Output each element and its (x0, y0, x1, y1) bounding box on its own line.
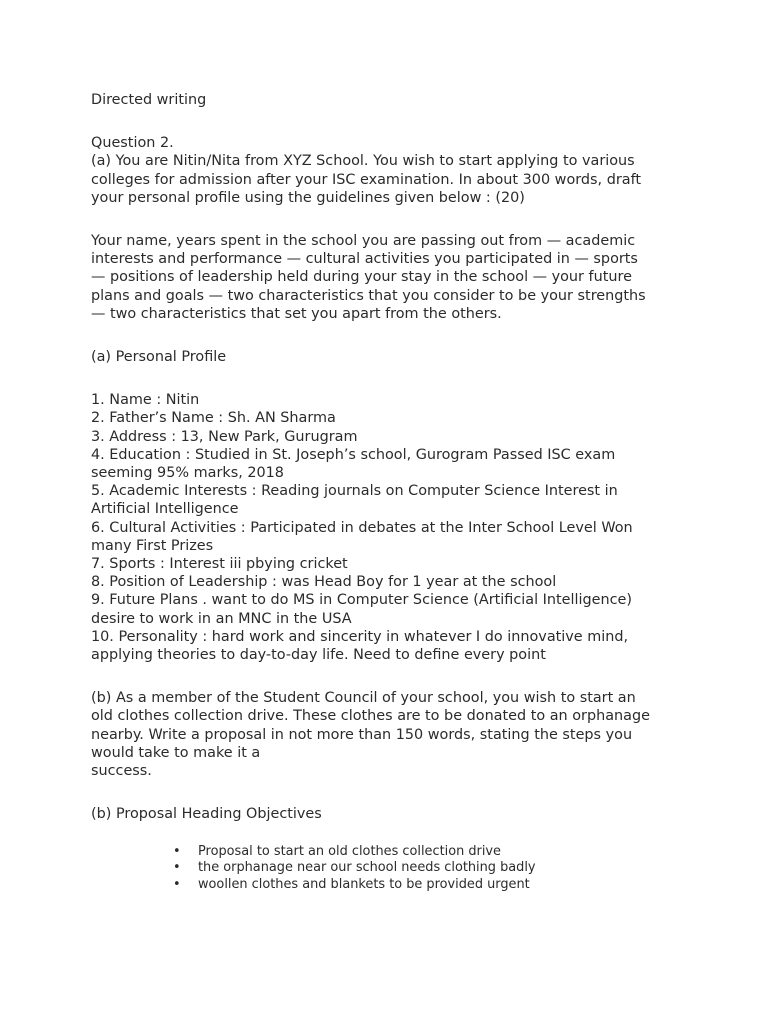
list-item (173, 844, 688, 861)
part-b-line: nearby. Write a proposal in not more than 150 words, stating the steps you (91, 726, 633, 743)
objective-text: Proposal to start an old clothes collection drive (198, 843, 501, 859)
profile-line: 8. Position of Leadership : was Head Boy for 1 year at the school (91, 574, 557, 591)
guideline-line: plans and goals — two characteristics that you consider to be your strengths (91, 287, 646, 304)
profile-list (91, 391, 688, 664)
profile-line: 4. Education : Studied in St. Joseph’s school, Gurogram Passed ISC exam (91, 446, 616, 463)
part-b-line: success. (91, 763, 152, 780)
profile-line: 2. Father’s Name : Sh. AN Sharma (91, 410, 336, 427)
part-b-line: old clothes collection drive. These clothes are to be donated to an orphanage (91, 708, 650, 725)
guideline-line: Your name, years spent in the school you are passing out from — academic (91, 233, 636, 250)
guideline-line: — positions of leadership held during your stay in the school — your future (91, 269, 632, 286)
list-item (173, 877, 688, 894)
heading-text: (b) Proposal Heading Objectives (91, 806, 322, 823)
part-b-paragraph (91, 689, 688, 780)
profile-line: 1. Name : Nitin (91, 392, 200, 409)
profile-line: applying theories to day-to-day life. Need to define every point (91, 647, 546, 664)
question-block (91, 134, 688, 207)
proposal-heading (91, 805, 688, 823)
guideline-line: interests and performance — cultural activities you participated in — sports (91, 251, 638, 268)
part-b-line: would take to make it a (91, 744, 261, 761)
profile-line: Artificial Intelligence (91, 501, 239, 518)
document-title (91, 91, 688, 109)
objective-text: the orphanage near our school needs clothing badly (198, 860, 536, 876)
guideline-line: — two characteristics that set you apart from the others. (91, 305, 502, 322)
profile-line: 5. Academic Interests : Reading journals on Computer Science Interest in (91, 483, 618, 500)
bullet-icon: • (173, 843, 181, 859)
profile-line: 3. Address : 13, New Park, Gurugram (91, 428, 358, 445)
title-text: Directed writing (91, 92, 207, 108)
bullet-icon: • (173, 877, 181, 893)
question-line: colleges for admission after your ISC examination. In about 300 words, draft (91, 171, 642, 188)
question-line: your personal profile using the guidelines given below : (20) (91, 189, 525, 206)
heading-text: (a) Personal Profile (91, 349, 227, 366)
profile-line: many First Prizes (91, 537, 214, 554)
question-number: Question 2. (91, 135, 174, 152)
profile-line: 6. Cultural Activities : Participated in debates at the Inter School Level Won (91, 519, 633, 536)
guidelines-paragraph (91, 232, 688, 323)
profile-line: 9. Future Plans . want to do MS in Computer Science (Artificial Intelligence) (91, 592, 633, 609)
profile-line: desire to work in an MNC in the USA (91, 610, 352, 627)
objective-text: woollen clothes and blankets to be provided urgent (198, 877, 530, 893)
objectives-list (91, 844, 688, 894)
profile-line: 7. Sports : Interest iii pbying cricket (91, 556, 348, 573)
personal-profile-heading (91, 348, 688, 366)
part-b-line: (b) As a member of the Student Council of your school, you wish to start an (91, 690, 636, 707)
profile-line: seeming 95% marks, 2018 (91, 465, 284, 482)
list-item (173, 860, 688, 877)
bullet-icon: • (173, 860, 181, 876)
question-line: (a) You are Nitin/Nita from XYZ School. You wish to start applying to various (91, 153, 635, 170)
profile-line: 10. Personality : hard work and sincerity in whatever I do innovative mind, (91, 628, 629, 645)
